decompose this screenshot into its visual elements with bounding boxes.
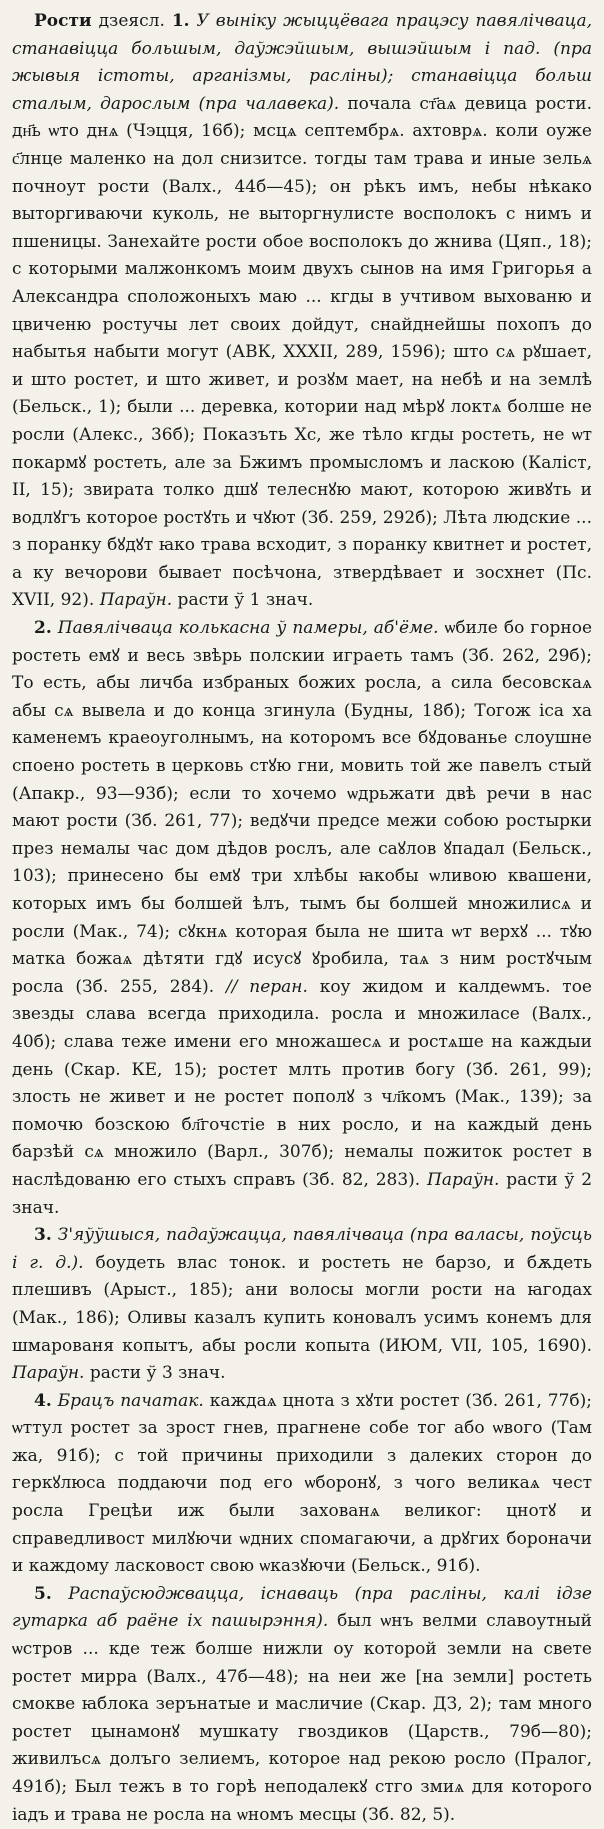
sense-quotations: боудеть влас тонок. и ростеть не барзо, и бѫдеть плешивъ (Арыст., 185); ани волосы могли рости на ꙗгодах (Мак., 186); Оливы казалъ купить коновалъ усимъ конемъ для шмарованя копытъ, абы росли копыта (ИЮМ, VII, 105, 1690). [12,1252,592,1356]
sense-definition: Брацъ пачатак. [57,1390,204,1411]
see-also-label: Параўн. [12,1363,85,1384]
sense-definition: З'яўўшыся, падаўжацца, павялічваца (пра валасы, поўсць і г. д.). [12,1225,593,1273]
sense-number: 4. [34,1390,52,1411]
sense-3 [12,1222,592,1388]
sense-2 [12,615,592,1222]
figurative-marker: // перан. [214,976,308,997]
sense-quotations: ѡбиле бо горное ростеть емꙋ и весь звѣрь полскии играеть тамъ (Зб. 262, 29б); То есть, абы личба избраных божих росла, а сила бесовскаѧ абы сѧ вывела и до конца згинула (Будны, 18б); Тогож іса ха каменемъ краеоуголнымъ, на которомъ все бꙋдованье слоушне споено ростеть в церковь стꙋю гни, мовить той же павелъ стый (Апакр., 93—93б); если то хочемо ѡдрьжати двѣ речи в нас мают рости (Зб. 261, 77); ведꙋчи предсе межи собою ростырки през немалы час дом дѣдов рослъ, але саꙋлов ꙋпадал (Бельск., 103); принесено бы емꙋ три хлѣбы ꙗкобы ѡливою квашени, которых имъ бы болшей ѣлъ, тымъ бы болшей множилисѧ и росли (Мак., 74); сꙋкнѧ которая была не шита ѡт верхꙋ ... тꙋю матка божаѧ дѣтяти гдꙋ исусꙋ ꙋробила, таѧ з ним ростꙋчым росла (Зб. 255, 284). [12,618,593,997]
sense-number: 1. [171,11,190,31]
sense-quotations: был ѡнъ велми славоутный ѡстров ... кде теж болше нижли оу которой земли на свете ростет мирра (Валх., 47б—48); на неи же [на земли] ростеть смокве ꙗблока зерънатые и масличие (Скар. ДЗ, 2); там много ростет цынамонꙋ мушкату гвоздиков (Царств., 79б—80); живилъсѧ долъго зелиемъ, которое над рекою росло (Пралог, 491б); Был тежъ в то горѣ неподалекꙋ стго змиѧ для которого іадъ и трава не росла на ѡномъ месцы (Зб. 82, 5). [12,1611,592,1825]
part-of-speech: дзеясл. [98,11,165,31]
sense-definition: У выніку жыццёвага працэсу павялічваца, станавіцца большым, даўжэйшым, вышэйшым і пад. (пра жывыя істоты, арганізмы, расліны); станавіцца больш сталым, дарослым (пра чалавека). [12,11,593,114]
dictionary-entry [12,8,592,1829]
see-also-text: расти ў 2 знач. [12,1169,593,1218]
sense-quotations: почала ст҃аѧ девица рости. дн҃ь ѡто днѧ (Чэцця, 16б); мсцѧ септембрѧ. ахтоврѧ. коли оуже с҃лнце маленко на дол снизитсе. тогды там трава и иные зельѧ почноут рости (Валх., 44б—45); он рѣкъ имъ, небы нѣкако выторгиваючи куколь, не выторгнулисте восполокъ с нимъ и пшеницы. Занехайте рости обое восполокъ до жнива (Цяп., 18); с которыми малжонкомъ моим двухъ сынов на имя Григорья а Александра сположоныхъ маю ... кгды в учтивом выхованю и цвиченю ростучы лет своих дойдут, снайднейшы похопъ до набытья набыти могут (АВК, XXXII, 289, 1596); што сѧ рꙋшает, и што ростет, и што живет, и розꙋм мает, на небѣ и на землѣ (Бельск., 1); были ... деревка, котории над мѣрꙋ локтѧ болше не росли (Алекс., 36б); Показъть Хс, же тѣло кгды ростеть, не ѡт покармꙋ ростеть, але за Бжимъ промысломъ и ласкою (Каліст, II, 15); звирата толко дшꙋ телеснꙋю мают, которою живꙋть и водлꙋгъ которое ростꙋть и чꙋют (Зб. 259, 292б); Лѣта людские ... з поранку бꙋдꙋт ꙗко трава всходит, з поранку квитнет и ростет, а ку вечорови бывает посѣчона, зтвердѣвает и зосхнет (Пс. XVII, 92). [12,93,592,611]
sense-4 [12,1388,592,1581]
see-also-label: Параўн. [427,1169,500,1190]
sense-quotations-figurative: коу жидом и калдеѡмъ. тое звезды слава всегда приходила. росла и множиласе (Валх., 40б); слава теже имени его множашесѧ и ростѧше на каждыи день (Скар. КЕ, 15); ростет млть против богу (Зб. 261, 99); злость не живет и не ростет пополꙋ з чл҃комъ (Мак., 139); за помочю бозскою бл҃гочстіе в них росло, и на каждый день барзѣй сѧ множило (Варл., 307б); немалы пожиток ростет в наслѣдованю его стыхъ справъ (Зб. 82, 283). [12,976,592,1190]
headword: Рости [34,11,92,31]
sense-number: 2. [34,618,52,639]
sense-number: 3. [34,1225,52,1246]
sense-definition: Распаўсюджвацца, існаваць (пра расліны, калі ідзе гутарка аб раёне іх пашырэння). [12,1583,592,1632]
see-also-text: расти ў 3 знач. [84,1363,226,1384]
sense-1 [12,8,592,615]
sense-quotations: каждаѧ цнота з хꙋти ростет (Зб. 261, 77б); ѡттул ростет за зрост гнев, прагнене собе тог або ѡвого (Там жа, 91б); с той причины приходили з далеких сторон до геркꙋлюса поддаючи под его ѡборонꙋ, з чого великаѧ чест росла Грецѣи иж были захованѧ великог: цнотꙋ и справедливост милꙋючи ѡдних спомагаючи, а дрꙋгих бороначи и каждому ласковост свою ѡказꙋючи (Бельск., 91б). [12,1390,592,1577]
see-also-label: Параўн. [99,590,173,611]
sense-5 [12,1581,592,1829]
see-also-text: расти ў 1 знач. [172,590,314,611]
sense-number: 5. [34,1583,52,1604]
sense-definition: Павялічваца колькасна ў памеры, аб'ёме. [57,618,439,639]
